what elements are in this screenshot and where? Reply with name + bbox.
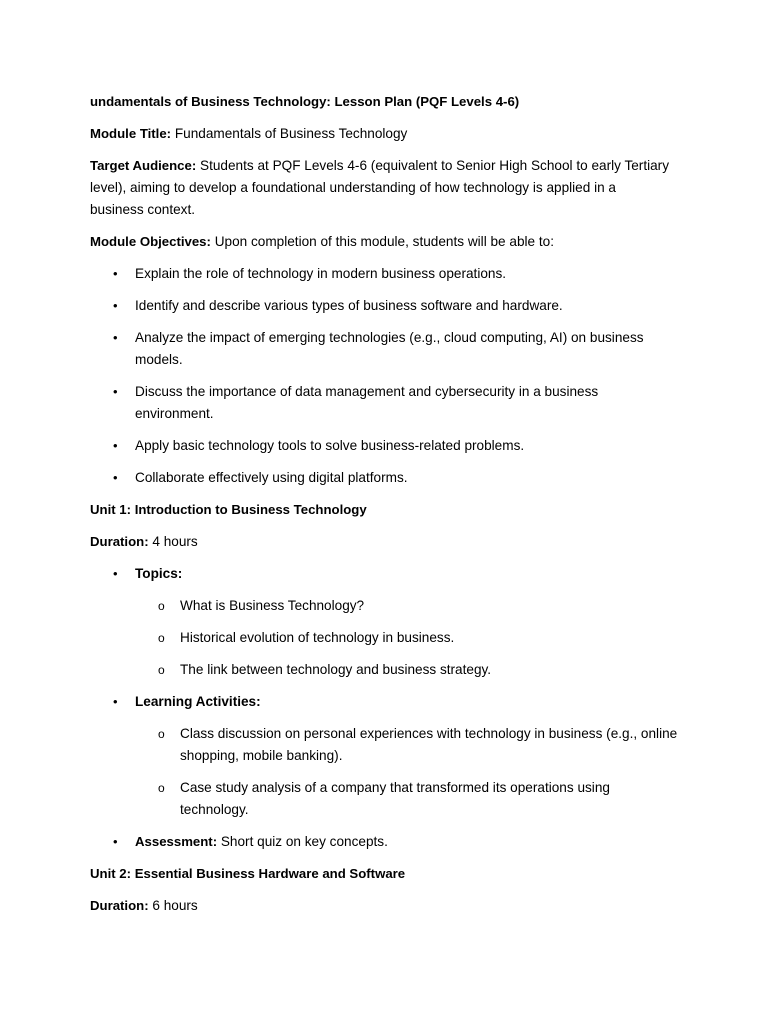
circle-bullet-icon: o	[158, 727, 165, 741]
unit1-topic-item: The link between technology and business strategy.	[180, 662, 492, 677]
unit2-duration-label: Duration:	[90, 898, 149, 913]
bullet-icon: •	[113, 266, 118, 281]
objective-item: Explain the role of technology in modern business operations.	[135, 266, 507, 281]
unit1-duration-label: Duration:	[90, 534, 149, 549]
unit1-duration-value: 4 hours	[148, 534, 198, 549]
circle-bullet-icon: o	[158, 781, 165, 795]
objective-item: Discuss the importance of data management and cybersecurity in a business environment.	[135, 384, 599, 421]
unit1-assessment-label: Assessment:	[135, 834, 218, 849]
bullet-icon: •	[113, 384, 118, 399]
objective-item: Apply basic technology tools to solve business-related problems.	[135, 438, 525, 453]
bullet-icon: •	[113, 438, 118, 453]
bullet-icon: •	[113, 834, 118, 849]
audience-value-line2: level), aiming to develop a foundational understanding of how technology is applied in a	[90, 180, 616, 195]
audience-row-1	[90, 155, 669, 177]
objective-item: Identify and describe various types of business software and hardware.	[135, 298, 563, 313]
objectives-intro: Upon completion of this module, students will be able to:	[210, 234, 554, 249]
bullet-icon: •	[113, 566, 118, 581]
unit2-duration-row	[90, 895, 198, 917]
unit1-topics-label: Topics:	[135, 566, 183, 581]
module-title-label: Module Title:	[90, 126, 172, 141]
audience-value-line3: business context.	[90, 202, 196, 217]
unit1-assessment-value: Short quiz on key concepts.	[217, 834, 388, 849]
circle-bullet-icon: o	[158, 631, 165, 645]
unit2-duration-value: 6 hours	[148, 898, 198, 913]
objective-item: Analyze the impact of emerging technologies (e.g., cloud computing, AI) on business models.	[135, 330, 644, 367]
bullet-icon: •	[113, 470, 118, 485]
circle-bullet-icon: o	[158, 599, 165, 613]
unit1-assessment-row	[135, 831, 680, 853]
unit1-activity-item: Case study analysis of a company that transformed its operations using technology.	[180, 780, 610, 817]
audience-value-line1: Students at PQF Levels 4-6 (equivalent to Senior High School to early Tertiary	[196, 158, 670, 173]
circle-bullet-icon: o	[158, 663, 165, 677]
objectives-label: Module Objectives:	[90, 234, 211, 249]
unit2-heading: Unit 2: Essential Business Hardware and Software	[90, 866, 406, 881]
audience-label: Target Audience:	[90, 158, 197, 173]
bullet-icon: •	[113, 694, 118, 709]
bullet-icon: •	[113, 330, 118, 345]
unit1-activity-item: Class discussion on personal experiences with technology in business (e.g., online shopping, mobile banking).	[180, 726, 678, 763]
module-title-value: Fundamentals of Business Technology	[171, 126, 408, 141]
unit1-duration-row	[90, 531, 198, 553]
unit1-heading: Unit 1: Introduction to Business Technology	[90, 502, 367, 517]
unit1-topic-item: What is Business Technology?	[180, 598, 365, 613]
objectives-row	[90, 231, 554, 253]
module-title-row	[90, 123, 407, 145]
objective-item: Collaborate effectively using digital platforms.	[135, 470, 408, 485]
unit1-topic-item: Historical evolution of technology in business.	[180, 630, 455, 645]
document-title: undamentals of Business Technology: Lesson Plan (PQF Levels 4-6)	[90, 94, 520, 109]
unit1-activities-label: Learning Activities:	[135, 694, 261, 709]
bullet-icon: •	[113, 298, 118, 313]
